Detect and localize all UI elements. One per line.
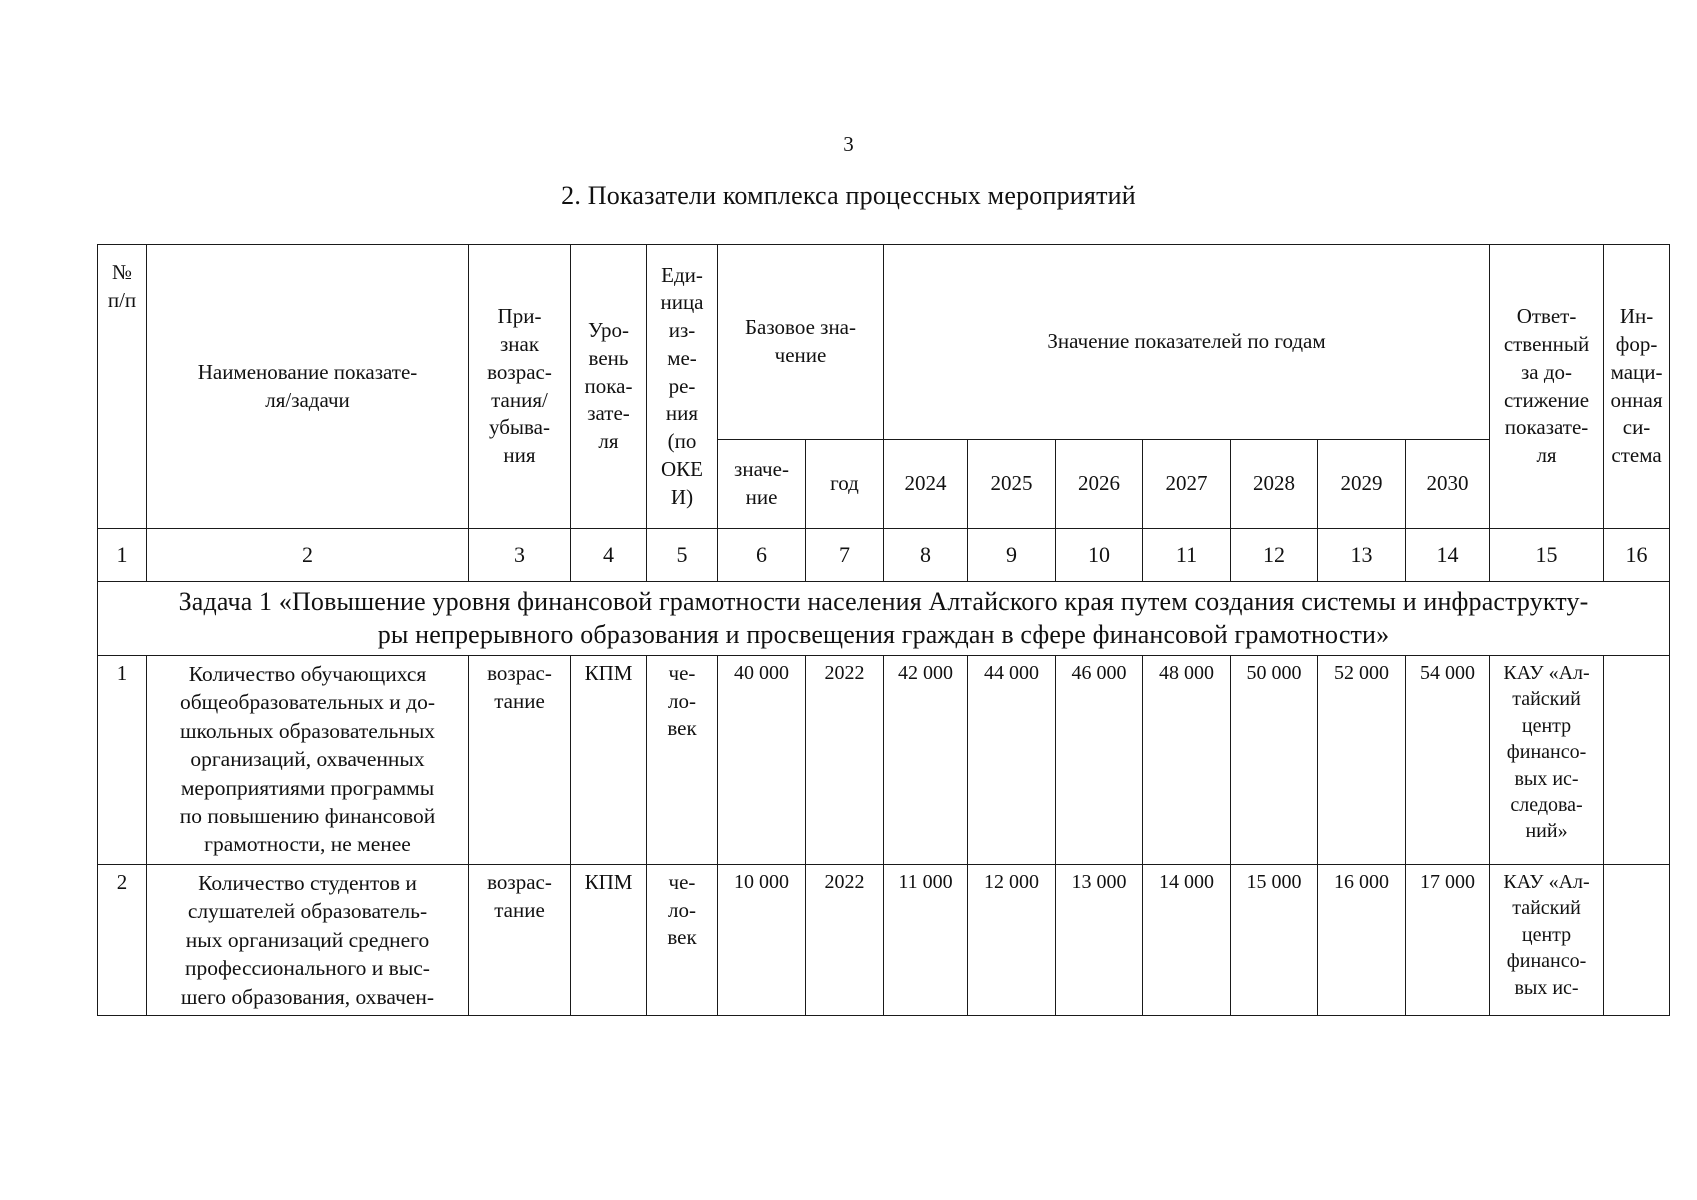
row-value: 52 000 <box>1318 656 1406 865</box>
header-base-value: значе- ние <box>718 440 806 529</box>
header-name: Наименование показате- ля/задачи <box>147 245 469 529</box>
row-num: 2 <box>98 865 147 1016</box>
row-name: Количество студентов и слушателей образователь- ных организаций среднего профессионального и выс- шего образования, охвачен- <box>147 865 469 1016</box>
column-number: 3 <box>469 529 571 582</box>
column-number: 4 <box>571 529 647 582</box>
row-level: КПМ <box>571 656 647 865</box>
column-number: 1 <box>98 529 147 582</box>
row-info-system <box>1604 865 1670 1016</box>
header-year: 2029 <box>1318 440 1406 529</box>
header-year: 2028 <box>1231 440 1318 529</box>
row-info-system <box>1604 656 1670 865</box>
column-number: 15 <box>1490 529 1604 582</box>
row-level: КПМ <box>571 865 647 1016</box>
column-numbers-row <box>98 529 1670 582</box>
row-value: 15 000 <box>1231 865 1318 1016</box>
row-sign: возрас- тание <box>469 865 571 1016</box>
row-value: 12 000 <box>968 865 1056 1016</box>
table-row <box>98 865 1670 1016</box>
row-value: 13 000 <box>1056 865 1143 1016</box>
page-number: 3 <box>843 132 854 156</box>
header-sign: При- знак возрас- тания/ убыва- ния <box>469 245 571 529</box>
row-value: 42 000 <box>884 656 968 865</box>
row-base-year: 2022 <box>806 656 884 865</box>
row-value: 44 000 <box>968 656 1056 865</box>
column-number: 6 <box>718 529 806 582</box>
column-number: 16 <box>1604 529 1670 582</box>
header-year: 2024 <box>884 440 968 529</box>
column-number: 12 <box>1231 529 1318 582</box>
header-responsible: Ответ- ственный за до- стижение показате- ля <box>1490 245 1604 529</box>
column-number: 5 <box>647 529 718 582</box>
header-base: Базовое зна- чение <box>718 245 884 440</box>
row-base-value: 10 000 <box>718 865 806 1016</box>
task-row <box>98 582 1670 656</box>
row-value: 16 000 <box>1318 865 1406 1016</box>
row-value: 11 000 <box>884 865 968 1016</box>
column-number: 14 <box>1406 529 1490 582</box>
column-number: 9 <box>968 529 1056 582</box>
column-number: 11 <box>1143 529 1231 582</box>
column-number: 7 <box>806 529 884 582</box>
column-number: 2 <box>147 529 469 582</box>
header-unit: Еди- ница из- ме- ре- ния (по ОКЕ И) <box>647 245 718 529</box>
row-value: 48 000 <box>1143 656 1231 865</box>
header-year: 2026 <box>1056 440 1143 529</box>
column-number: 8 <box>884 529 968 582</box>
table-row <box>98 656 1670 865</box>
row-value: 14 000 <box>1143 865 1231 1016</box>
row-responsible: КАУ «Ал- тайский центр финансо- вых ис- следова- ний» <box>1490 656 1604 865</box>
row-sign: возрас- тание <box>469 656 571 865</box>
column-number: 10 <box>1056 529 1143 582</box>
section-title: 2. Показатели комплекса процессных мероприятий <box>561 181 1136 210</box>
row-base-value: 40 000 <box>718 656 806 865</box>
row-num: 1 <box>98 656 147 865</box>
header-num: № п/п <box>98 245 147 529</box>
header-base-year: год <box>806 440 884 529</box>
header-years-group: Значение показателей по годам <box>884 245 1490 440</box>
header-level: Уро- вень пока- зате- ля <box>571 245 647 529</box>
row-value: 50 000 <box>1231 656 1318 865</box>
indicators-table <box>97 244 1670 1016</box>
task-title: Задача 1 «Повышение уровня финансовой грамотности населения Алтайского края путем создания системы и инфраструкту- ры непрерывного образования и просвещения граждан в сфере финансовой грамотности» <box>98 582 1670 656</box>
row-name: Количество обучающихся общеобразовательных и до- школьных образовательных организаций, охваченных мероприятиями программы по повышению финансовой грамотности, не менее <box>147 656 469 865</box>
row-value: 54 000 <box>1406 656 1490 865</box>
column-number: 13 <box>1318 529 1406 582</box>
row-value: 46 000 <box>1056 656 1143 865</box>
header-info-system: Ин- фор- маци- онная си- стема <box>1604 245 1670 529</box>
header-year: 2027 <box>1143 440 1231 529</box>
header-year: 2030 <box>1406 440 1490 529</box>
row-responsible: КАУ «Ал- тайский центр финансо- вых ис- <box>1490 865 1604 1016</box>
row-base-year: 2022 <box>806 865 884 1016</box>
row-value: 17 000 <box>1406 865 1490 1016</box>
header-year: 2025 <box>968 440 1056 529</box>
row-unit: че- ло- век <box>647 656 718 865</box>
row-unit: че- ло- век <box>647 865 718 1016</box>
